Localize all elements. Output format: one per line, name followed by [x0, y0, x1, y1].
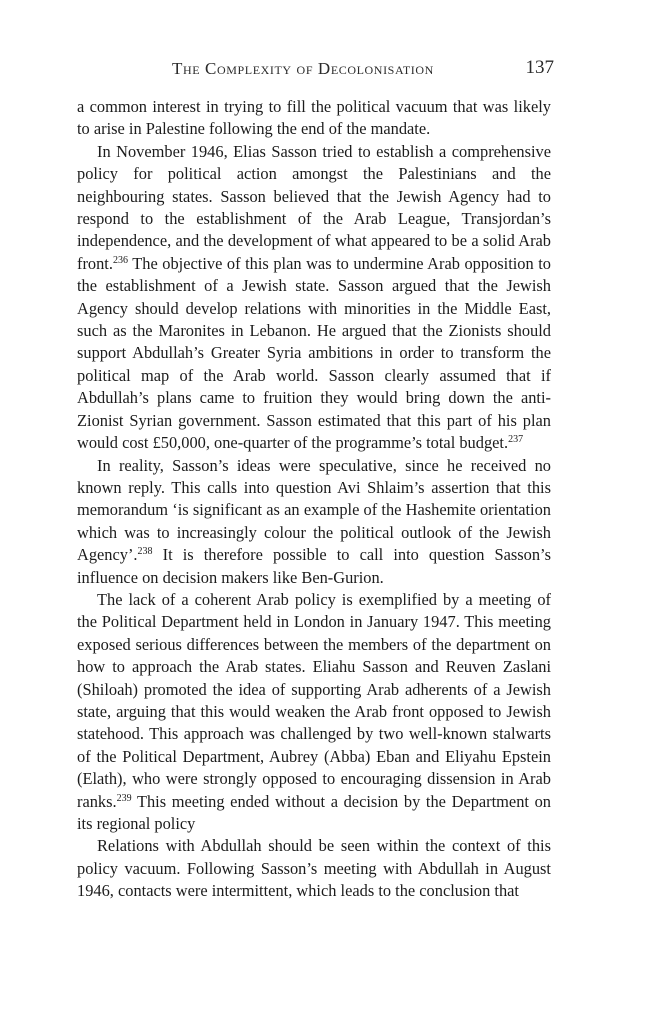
body-text [77, 96, 551, 903]
footnote-marker: 237 [508, 434, 524, 446]
paragraph-3 [77, 455, 551, 589]
running-head [172, 59, 554, 83]
paragraph-2 [77, 141, 551, 455]
paragraph-text: The lack of a coherent Arab policy is exemplified by a meeting of the Political Department held in London in January 1947. This meeting exposed serious differences between the members of the department on how to approach the Arab states. Eliahu Sasson and Reuven Zaslani (Shiloah) promoted the idea of supporting Arab adherents of a Jewish state, arguing that this would weaken the Arab front opposed to Jewish statehood. This approach was challenged by two well-known stalwarts of the Political Department, Aubrey (Abba) Eban and Eliyahu Epstein (Elath), who were strongly opposed to encouraging dissension in Arab ranks. [77, 589, 551, 811]
paragraph-text: a common interest in trying to fill the political vacuum that was likely to arise in Palestine following the end of the mandate. [77, 97, 551, 139]
running-title: The Complexity of Decolonisation [172, 59, 434, 78]
footnote-marker: 238 [137, 546, 153, 558]
paragraph-text: Relations with Abdullah should be seen within the context of this policy vacuum. Following Sasson’s meeting with Abdullah in August 1946, contacts were intermittent, which leads to the conclusion that [77, 836, 551, 901]
paragraph-text: In November 1946, Elias Sasson tried to establish a comprehensive policy for political action amongst the Palestinians and the neighbouring states. Sasson believed that the Jewish Agency had to respond to the establishment of the Arab League, Transjordan’s independence, and the development of what appeared to be a solid Arab front. [77, 141, 551, 273]
paragraph-text: It is therefore possible to call into question Sasson’s influence on decision makers like Ben-Gurion. [77, 545, 551, 587]
paragraph-text: This meeting ended without a decision by the Department on its regional policy [77, 791, 551, 833]
footnote-marker: 239 [116, 792, 132, 804]
paragraph-1 [77, 96, 551, 141]
paragraph-text: In reality, Sasson’s ideas were speculative, since he received no known reply. This calls into question Avi Shlaim’s assertion that this memorandum ‘is significant as an example of the Hashemite orientation which was to increasingly colour the political outlook of the Jewish Agency’. [77, 455, 551, 565]
paragraph-text: The objective of this plan was to undermine Arab opposition to the establishment of a Jewish state. Sasson argued that the Jewish Agency should develop relations with minorities in the Middle East, such as the Maronites in Lebanon. He argued that the Zionists should support Abdullah’s Greater Syria ambitions in order to transform the political map of the Arab world. Sasson clearly assumed that if Abdullah’s plans came to fruition they would bring down the anti-Zionist Syrian government. Sasson estimated that this part of his plan would cost £50,000, one-quarter of the programme’s total budget. [77, 253, 551, 453]
page-number: 137 [525, 57, 554, 78]
paragraph-5 [77, 835, 551, 902]
footnote-marker: 236 [112, 254, 128, 266]
paragraph-4 [77, 589, 551, 835]
